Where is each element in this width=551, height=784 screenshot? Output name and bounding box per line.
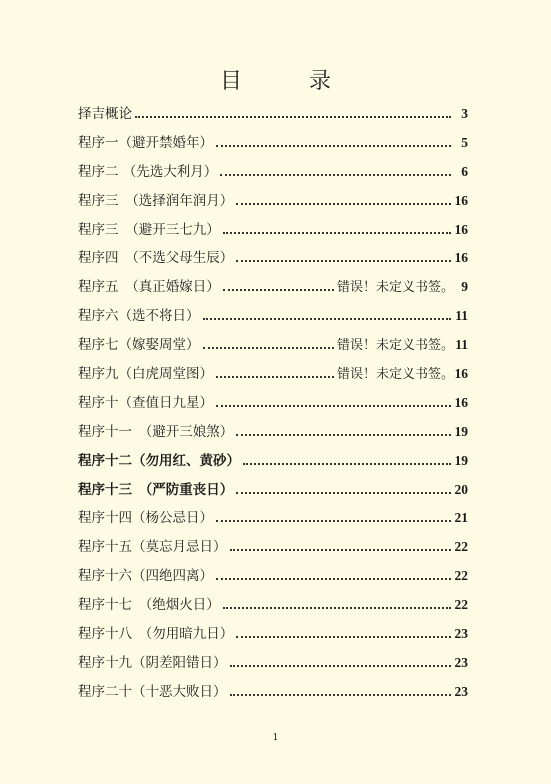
toc-entry-label: 程序十五（莫忘月忌日） [78,539,227,556]
toc-dot-leader [216,376,334,378]
toc-entry-page: 22 [454,568,468,584]
toc-entry-page: 21 [454,510,468,526]
toc-entry[interactable] [78,622,468,651]
toc-entry[interactable] [78,564,468,593]
toc-dot-leader [243,463,451,465]
toc-entry-label: 程序二 （先选大利月） [78,163,218,180]
toc-entry-page: 11 [455,308,468,324]
toc-entry-page: 16 [454,250,468,266]
toc-entry-page: 5 [461,134,468,150]
toc-dot-leader [216,520,451,522]
toc-entry-page: 19 [454,423,468,439]
toc-dot-leader [216,405,451,407]
toc-entry-page: 22 [454,539,468,555]
toc-entry[interactable] [78,189,468,218]
toc-dot-leader [203,318,452,320]
toc-dot-leader [236,260,451,262]
toc-dot-leader [230,549,452,551]
toc-entry-error: 错误！未定义书签。 [336,280,454,296]
toc-entry-page: 9 [461,279,468,295]
toc-entry[interactable] [78,131,468,160]
toc-entry[interactable] [78,246,468,275]
toc-entry-page: 23 [454,683,468,699]
toc-title: 目 录 [220,69,361,94]
toc-entry-label: 择吉概论 [78,106,132,122]
toc-entry-label: 程序三 （避开三七九） [78,221,220,238]
toc-entry-page: 22 [454,597,468,613]
toc-entry-page: 23 [454,626,468,642]
toc-entry-label: 程序一（避开禁婚年） [78,134,213,151]
toc-dot-leader [203,347,334,349]
toc-entry-label: 程序十四（杨公忌日） [78,510,213,527]
toc-entry-page: 19 [454,452,468,468]
toc-entry-label: 程序十八 （勿用暗九日） [78,626,234,643]
toc-entry[interactable] [78,535,468,564]
toc-dot-leader [230,665,452,667]
toc-entry-label: 程序四 （不选父母生辰） [78,250,234,267]
toc-entry[interactable] [78,160,468,189]
toc-entry[interactable] [78,593,468,622]
toc-dot-leader [220,174,451,176]
toc-entry[interactable] [78,102,468,131]
toc-entry-label: 程序三 （选择润年润月） [78,192,234,209]
toc-entry[interactable] [78,333,468,362]
page-number: 1 [272,733,279,743]
toc-entry-label: 程序五 （真正婚嫁日） [78,279,220,296]
toc-entry[interactable] [78,304,468,333]
toc-entry-error: 错误！未定义书签。 [336,338,454,354]
toc-entry[interactable] [78,680,468,709]
toc-dot-leader [135,116,451,118]
toc-entry[interactable] [78,362,468,391]
toc-entry-label: 程序十二（勿用红、黄砂） [78,452,240,469]
toc-entry-label: 程序十七 （绝烟火日） [78,597,220,614]
table-of-contents [78,102,468,709]
toc-entry[interactable] [78,218,468,247]
toc-entry-page: 16 [454,394,468,410]
toc-entry[interactable] [78,391,468,420]
toc-entry-label: 程序七（嫁娶周堂） [78,337,200,354]
toc-entry-page: 23 [454,654,468,670]
toc-dot-leader [223,232,451,234]
toc-entry-page: 16 [454,366,468,382]
toc-entry[interactable] [78,478,468,507]
toc-entry-label: 程序六（选不将日） [78,308,200,325]
toc-entry-label: 程序十三 （严防重丧日） [78,481,234,498]
toc-entry-page: 16 [454,221,468,237]
toc-dot-leader [216,578,451,580]
toc-dot-leader [230,694,452,696]
toc-entry-page: 6 [461,163,468,179]
toc-entry-page: 3 [461,106,468,121]
toc-entry-label: 程序十六（四绝四离） [78,568,213,585]
toc-entry-page: 11 [455,337,468,353]
toc-entry-label: 程序九（白虎周堂图） [78,366,213,383]
toc-entry[interactable] [78,651,468,680]
toc-dot-leader [236,434,451,436]
toc-entry-error: 错误！未定义书签。 [336,367,454,383]
toc-entry-page: 16 [454,192,468,208]
toc-entry-page: 20 [454,481,468,497]
toc-dot-leader [236,492,451,494]
toc-entry[interactable] [78,420,468,449]
toc-entry-label: 程序十九（阴差阳错日） [78,654,227,671]
toc-dot-leader [236,636,451,638]
toc-entry[interactable] [78,506,468,535]
toc-entry-label: 程序十一 （避开三娘煞） [78,423,234,440]
toc-dot-leader [223,289,334,291]
toc-dot-leader [236,203,451,205]
toc-entry[interactable] [78,449,468,478]
toc-dot-leader [223,607,451,609]
toc-dot-leader [216,145,451,147]
toc-entry[interactable] [78,275,468,304]
toc-entry-label: 程序二十（十恶大败日） [78,683,227,700]
toc-entry-label: 程序十（查值日九星） [78,394,213,411]
